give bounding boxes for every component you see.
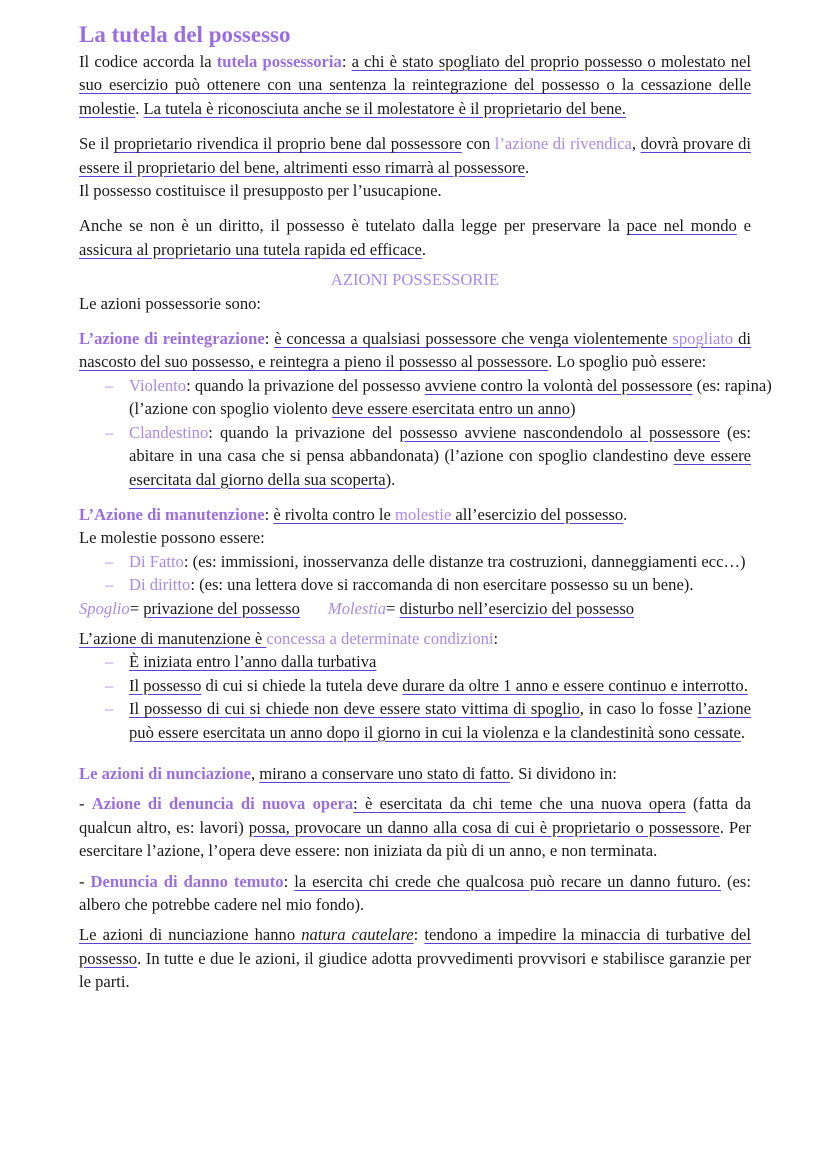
text: : quando la privazione del possesso bbox=[186, 375, 425, 395]
paragraph-nunciazione bbox=[79, 762, 751, 785]
underlined-text: possa, provocare un danno alla cosa di cui è proprietario o possessore bbox=[248, 817, 720, 837]
highlight-condizioni: concessa a determinate condizioni bbox=[266, 628, 494, 648]
list-item bbox=[79, 374, 827, 421]
list-condizioni bbox=[79, 650, 751, 744]
text: Anche se non è un diritto, il possesso è tutelato dalla legge per preservare la bbox=[79, 216, 627, 236]
text: ) bbox=[569, 399, 576, 419]
definitions-row bbox=[79, 597, 751, 620]
text: : bbox=[264, 329, 275, 349]
text: e bbox=[736, 216, 752, 236]
list-item bbox=[79, 674, 751, 697]
text: : bbox=[413, 925, 425, 945]
text: . bbox=[623, 504, 628, 524]
text: Le molestie possono essere: bbox=[79, 528, 265, 548]
highlight-tutela-possessoria: tutela possessoria bbox=[216, 52, 342, 71]
text: di cui si chiede la tutela deve bbox=[201, 675, 403, 695]
list-item bbox=[79, 650, 751, 673]
dash-bullet: – bbox=[105, 652, 114, 672]
text: : (es: una lettera dove si raccomanda di non esercitare possesso su un bene). bbox=[190, 575, 694, 595]
dash-bullet: – bbox=[105, 699, 114, 719]
paragraph-natura-cautelare bbox=[79, 923, 751, 993]
text: (fatta da qualcun altro, es: lavori) bbox=[79, 794, 751, 837]
text: , bbox=[250, 763, 260, 783]
underlined-text: : è esercitata da chi teme che una nuova opera bbox=[353, 794, 686, 814]
underlined-text: La tutela è riconosciuta anche se il molestatore è il proprietario del bene. bbox=[143, 98, 626, 118]
text: : quando la privazione del bbox=[208, 422, 400, 442]
text: Se il bbox=[79, 134, 114, 154]
list-item bbox=[79, 421, 751, 491]
underlined-text: deve essere esercitata entro un anno bbox=[331, 399, 570, 419]
underlined-text: L’azione di manutenzione è bbox=[79, 628, 267, 648]
paragraph-reintegrazione bbox=[79, 327, 751, 374]
underlined-text: avviene contro la volontà del possessore bbox=[424, 375, 693, 395]
underlined-text: deve essere esercitata dal giorno della sua scoperta bbox=[129, 446, 751, 489]
text: . Per esercitare l’azione, l’opera deve essere: non iniziata da più di un anno, e non terminata. bbox=[79, 817, 752, 861]
heading-manutenzione: L’Azione di manutenzione bbox=[79, 504, 265, 524]
heading-denuncia-opera: Azione di denuncia di nuova opera bbox=[91, 794, 354, 814]
term-molestia: Molestia bbox=[327, 598, 386, 618]
paragraph-intro bbox=[79, 50, 751, 120]
text: . In tutte e due le azioni, il giudice adotta provvedimenti provvisori e stabilisce garanzie per le parti. bbox=[79, 948, 751, 992]
dash-bullet: – bbox=[105, 375, 114, 395]
text: = bbox=[129, 598, 144, 618]
underlined-text: privazione del possesso bbox=[143, 598, 300, 618]
underlined-text: natura cautelare bbox=[301, 925, 414, 945]
text: : bbox=[283, 871, 295, 891]
underlined-text: durare da oltre 1 anno e essere continuo e interrotto. bbox=[402, 675, 748, 695]
underlined-text: disturbo nell’esercizio del possesso bbox=[399, 598, 635, 618]
list-spoglio bbox=[79, 374, 772, 491]
list-item bbox=[79, 550, 751, 573]
text: . Si dividono in: bbox=[509, 763, 617, 783]
term-violento: Violento bbox=[129, 375, 187, 395]
dash-bullet: – bbox=[105, 422, 114, 442]
term-spoglio: Spoglio bbox=[79, 598, 130, 618]
text: . bbox=[421, 239, 427, 259]
text: (es: abitare in una casa che si pensa abbandonata) (l’azione con spoglio clandestino bbox=[129, 422, 751, 466]
text: . Lo spoglio può essere: bbox=[548, 352, 707, 372]
paragraph-manutenzione bbox=[79, 503, 751, 550]
list-molestie bbox=[79, 550, 751, 597]
heading-nunciazione: Le azioni di nunciazione bbox=[79, 763, 251, 783]
text: = bbox=[386, 598, 400, 618]
term-clandestino: Clandestino bbox=[129, 422, 209, 442]
page-title: La tutela del possesso bbox=[79, 22, 291, 47]
list-item bbox=[79, 573, 751, 596]
highlight-molestie: molestie bbox=[395, 504, 452, 524]
heading-reintegrazione: L’azione di reintegrazione bbox=[79, 329, 265, 349]
dash-bullet: – bbox=[105, 551, 114, 571]
underlined-text: all’esercizio del possesso bbox=[451, 504, 624, 524]
underlined-text: Il possesso bbox=[129, 675, 202, 695]
highlight-spogliato: spogliato bbox=[672, 329, 734, 349]
text: : bbox=[493, 628, 499, 648]
dash-bullet: – bbox=[105, 675, 114, 695]
underlined-text: proprietario rivendica il proprio bene dal possessore bbox=[113, 134, 462, 154]
underlined-text: a chi è stato spogliato del proprio possesso o molestato nel suo esercizio può ottenere con una sentenza la reintegrazione del possesso o la cessazione delle molestie bbox=[79, 52, 752, 118]
underlined-text: Le azioni di nunciazione hanno bbox=[79, 925, 302, 945]
underlined-text: È iniziata entro l’anno dalla turbativa bbox=[129, 652, 377, 672]
term-di-diritto: Di diritto bbox=[129, 575, 191, 595]
text: - bbox=[79, 794, 92, 814]
dash-bullet: – bbox=[105, 575, 114, 595]
underlined-text: è rivolta contro le bbox=[273, 504, 396, 524]
document-page bbox=[79, 20, 772, 994]
paragraph-rivendica bbox=[79, 132, 751, 202]
list-item bbox=[79, 697, 751, 744]
paragraph-denuncia-nuova-opera bbox=[79, 792, 751, 862]
text: , bbox=[631, 134, 641, 154]
text: . bbox=[740, 722, 746, 742]
underlined-text: la esercita chi crede che qualcosa può recare un danno futuro. bbox=[294, 871, 722, 891]
text: - bbox=[79, 871, 91, 891]
text: Il codice accorda la bbox=[79, 52, 217, 71]
underlined-text: di nascosto del suo possesso, e reintegra a pieno il possesso al possessore bbox=[79, 329, 751, 372]
underlined-text: è concessa a qualsiasi possessore che venga violentemente bbox=[274, 329, 673, 349]
term-di-fatto: Di Fatto bbox=[129, 551, 184, 571]
section-heading: AZIONI POSSESSORIE bbox=[330, 270, 500, 290]
paragraph-condizioni bbox=[79, 627, 751, 650]
text: con bbox=[461, 134, 495, 154]
underlined-text: assicura al proprietario una tutela rapida ed efficace bbox=[79, 239, 422, 259]
highlight-azione-rivendica: l’azione di rivendica bbox=[494, 134, 632, 154]
text: , in caso lo fosse bbox=[579, 699, 698, 719]
text: : bbox=[341, 52, 352, 71]
heading-danno-temuto: Denuncia di danno temuto bbox=[90, 871, 284, 891]
underlined-text: Il possesso di cui si chiede non deve essere stato vittima di spoglio bbox=[129, 699, 580, 719]
paragraph-diritto bbox=[79, 214, 751, 261]
text: . bbox=[135, 98, 144, 118]
text: (es: albero che potrebbe cadere nel mio fondo). bbox=[79, 871, 751, 914]
text: Il possesso costituisce il presupposto per l’usucapione. bbox=[79, 181, 442, 201]
underlined-text: tendono a impedire la minaccia di turbative del possesso bbox=[79, 925, 751, 968]
text: ). bbox=[385, 469, 396, 489]
underlined-text: mirano a conservare uno stato di fatto bbox=[259, 763, 510, 783]
text: : bbox=[264, 504, 274, 524]
underlined-text: pace nel mondo bbox=[626, 216, 737, 236]
underlined-text: l’azione può essere esercitata un anno dopo il giorno in cui la violenza e la clandestinità sono cessate bbox=[129, 699, 751, 742]
section-intro: Le azioni possessorie sono: bbox=[79, 293, 262, 313]
text: (es: rapina) (l’azione con spoglio violento bbox=[129, 375, 772, 419]
text: : (es: immissioni, inosservanza delle distanze tra costruzioni, danneggiamenti ecc…) bbox=[183, 551, 746, 571]
text: . bbox=[525, 157, 530, 177]
underlined-text: possesso avviene nascondendolo al possessore bbox=[399, 422, 720, 442]
paragraph-danno-temuto bbox=[79, 870, 751, 917]
underlined-text: dovrà provare di essere il proprietario del bene, altrimenti esso rimarrà al possessore bbox=[79, 134, 752, 177]
